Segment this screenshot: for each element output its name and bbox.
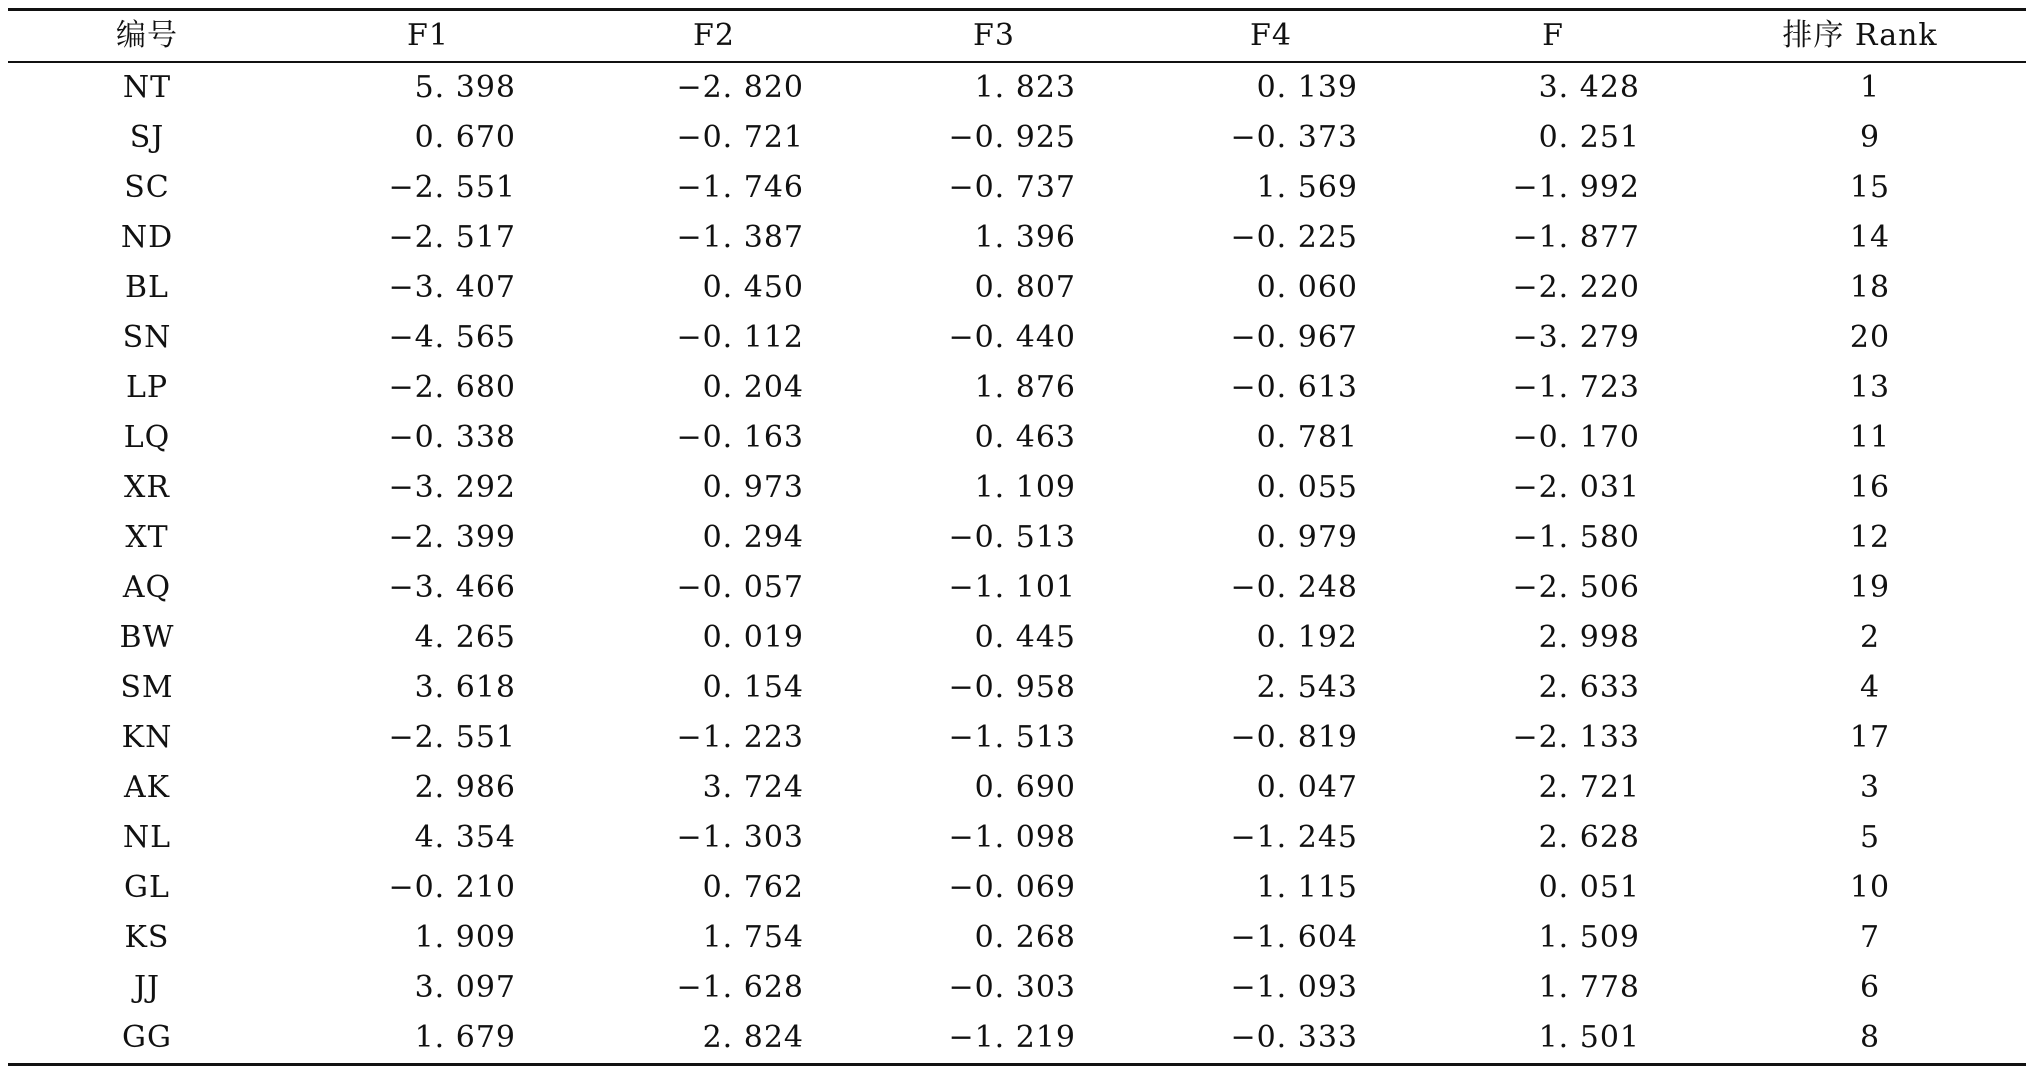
cell-f4: −0. 225 [1230, 220, 1358, 255]
cell-f2: 1. 754 [702, 920, 804, 955]
cell-f4: 0. 060 [1256, 270, 1358, 305]
table-row [8, 963, 2026, 1013]
cell-f4: −1. 245 [1230, 820, 1358, 855]
cell-f2: 0. 154 [702, 670, 804, 705]
table-row [8, 713, 2026, 763]
cell-f: 3. 428 [1538, 70, 1640, 105]
header-rank: 排序 Rank [1782, 18, 1938, 53]
table-row [8, 213, 2026, 263]
cell-rank: 10 [1849, 870, 1891, 905]
cell-f3: −0. 303 [948, 970, 1076, 1005]
cell-f3: 1. 396 [974, 220, 1076, 255]
table-row [8, 663, 2026, 713]
cell-f2: 0. 204 [702, 370, 804, 405]
table-row [8, 113, 2026, 163]
cell-f1: 0. 670 [414, 120, 516, 155]
cell-f: 0. 051 [1538, 870, 1640, 905]
cell-f2: −0. 057 [676, 570, 804, 605]
cell-f4: 0. 979 [1256, 520, 1358, 555]
table-row [8, 513, 2026, 563]
cell-rank: 9 [1859, 120, 1881, 155]
cell-rank: 18 [1849, 270, 1891, 305]
cell-f: −2. 506 [1512, 570, 1640, 605]
cell-f1: 5. 398 [414, 70, 516, 105]
table-row [8, 813, 2026, 863]
cell-id: SC [124, 170, 170, 205]
cell-f1: 3. 097 [414, 970, 516, 1005]
cell-f4: −0. 248 [1230, 570, 1358, 605]
score-table-container [8, 8, 2026, 1066]
cell-f: 1. 509 [1538, 920, 1640, 955]
cell-f: 0. 251 [1538, 120, 1640, 155]
cell-rank: 5 [1859, 820, 1881, 855]
cell-f4: 0. 047 [1256, 770, 1358, 805]
cell-rank: 1 [1859, 70, 1881, 105]
cell-f3: −1. 098 [948, 820, 1076, 855]
cell-rank: 8 [1859, 1020, 1881, 1055]
cell-f: 1. 778 [1538, 970, 1640, 1005]
cell-id: BW [119, 620, 175, 655]
cell-f: 2. 628 [1538, 820, 1640, 855]
cell-f1: 1. 679 [414, 1020, 516, 1055]
cell-f2: −2. 820 [676, 70, 804, 105]
cell-f2: −1. 387 [676, 220, 804, 255]
factor-score-table [8, 8, 2026, 1066]
cell-rank: 2 [1859, 620, 1881, 655]
header-id: 编号 [116, 18, 178, 53]
cell-f: 2. 633 [1538, 670, 1640, 705]
table-row [8, 913, 2026, 963]
cell-f4: −0. 373 [1230, 120, 1358, 155]
cell-f: −1. 723 [1512, 370, 1640, 405]
table-row [8, 413, 2026, 463]
cell-f1: 4. 354 [414, 820, 516, 855]
cell-f3: 0. 807 [974, 270, 1076, 305]
cell-id: KN [121, 720, 173, 755]
header-f1: F1 [407, 18, 449, 53]
cell-f1: −3. 466 [388, 570, 516, 605]
cell-f: −2. 220 [1512, 270, 1640, 305]
cell-rank: 7 [1859, 920, 1881, 955]
cell-id: BL [125, 270, 169, 305]
cell-id: SM [120, 670, 174, 705]
cell-f4: −0. 819 [1230, 720, 1358, 755]
header-f2: F2 [693, 18, 735, 53]
cell-id: SN [122, 320, 172, 355]
table-row [8, 463, 2026, 513]
cell-id: GG [122, 1020, 172, 1055]
cell-f2: −0. 163 [676, 420, 804, 455]
cell-f: −1. 580 [1512, 520, 1640, 555]
cell-f2: 0. 762 [702, 870, 804, 905]
cell-f: 1. 501 [1538, 1020, 1640, 1055]
cell-f: −2. 031 [1512, 470, 1640, 505]
cell-f1: 3. 618 [414, 670, 516, 705]
cell-id: KS [124, 920, 170, 955]
cell-f1: −3. 292 [388, 470, 516, 505]
header-f4: F4 [1250, 18, 1292, 53]
cell-f3: −0. 958 [948, 670, 1076, 705]
header-f: F [1542, 18, 1564, 53]
cell-f2: 3. 724 [702, 770, 804, 805]
cell-f3: −1. 101 [948, 570, 1076, 605]
cell-f1: 2. 986 [414, 770, 516, 805]
cell-f4: 0. 781 [1256, 420, 1358, 455]
cell-rank: 3 [1859, 770, 1881, 805]
cell-f3: −0. 925 [948, 120, 1076, 155]
cell-rank: 12 [1849, 520, 1891, 555]
cell-f3: 1. 109 [974, 470, 1076, 505]
cell-f1: −0. 338 [388, 420, 516, 455]
cell-f2: 2. 824 [702, 1020, 804, 1055]
table-row [8, 563, 2026, 613]
cell-f2: 0. 294 [702, 520, 804, 555]
cell-f1: −0. 210 [388, 870, 516, 905]
cell-f4: 0. 055 [1256, 470, 1358, 505]
cell-rank: 19 [1849, 570, 1891, 605]
table-row [8, 313, 2026, 363]
cell-f3: −0. 513 [948, 520, 1076, 555]
cell-rank: 11 [1849, 420, 1891, 455]
cell-f3: −0. 440 [948, 320, 1076, 355]
cell-f3: 0. 463 [974, 420, 1076, 455]
cell-f4: −1. 604 [1230, 920, 1358, 955]
table-row [8, 363, 2026, 413]
cell-f2: 0. 973 [702, 470, 804, 505]
table-row [8, 863, 2026, 913]
cell-id: ND [120, 220, 174, 255]
cell-f2: −1. 628 [676, 970, 804, 1005]
header-f3: F3 [973, 18, 1015, 53]
cell-f4: 1. 115 [1256, 870, 1358, 905]
cell-rank: 14 [1849, 220, 1891, 255]
cell-f1: −4. 565 [388, 320, 516, 355]
cell-id: AK [123, 770, 171, 805]
cell-rank: 13 [1849, 370, 1891, 405]
table-body [8, 62, 2026, 1065]
cell-f4: −0. 613 [1230, 370, 1358, 405]
cell-f1: −2. 680 [388, 370, 516, 405]
table-row [8, 613, 2026, 663]
cell-rank: 6 [1859, 970, 1881, 1005]
cell-f: −2. 133 [1512, 720, 1640, 755]
cell-id: AQ [122, 570, 172, 605]
table-row [8, 763, 2026, 813]
cell-f2: −1. 303 [676, 820, 804, 855]
cell-f3: 1. 823 [974, 70, 1076, 105]
cell-f4: 1. 569 [1256, 170, 1358, 205]
cell-f3: 0. 445 [974, 620, 1076, 655]
cell-rank: 17 [1849, 720, 1891, 755]
table-row [8, 1013, 2026, 1065]
cell-id: NL [122, 820, 172, 855]
cell-f1: 4. 265 [414, 620, 516, 655]
cell-id: LQ [123, 420, 171, 455]
cell-id: NT [122, 70, 172, 105]
cell-rank: 15 [1849, 170, 1891, 205]
cell-id: XT [125, 520, 169, 555]
cell-f1: −2. 399 [388, 520, 516, 555]
cell-rank: 16 [1849, 470, 1891, 505]
cell-f1: −2. 551 [388, 720, 516, 755]
cell-f3: −1. 513 [948, 720, 1076, 755]
cell-f4: 2. 543 [1256, 670, 1358, 705]
cell-f4: −0. 967 [1230, 320, 1358, 355]
cell-f2: −1. 746 [676, 170, 804, 205]
cell-f2: −1. 223 [676, 720, 804, 755]
cell-f2: −0. 721 [676, 120, 804, 155]
header-row [8, 10, 2026, 63]
table-row [8, 263, 2026, 313]
cell-f: −1. 877 [1512, 220, 1640, 255]
cell-f1: 1. 909 [414, 920, 516, 955]
cell-f1: −3. 407 [388, 270, 516, 305]
cell-f3: 0. 690 [974, 770, 1076, 805]
cell-rank: 4 [1859, 670, 1881, 705]
cell-id: GL [124, 870, 170, 905]
cell-id: JJ [133, 970, 161, 1005]
table-header [8, 10, 2026, 63]
cell-f3: −1. 219 [948, 1020, 1076, 1055]
cell-f: −1. 992 [1512, 170, 1640, 205]
cell-f3: −0. 737 [948, 170, 1076, 205]
table-row [8, 62, 2026, 113]
cell-id: XR [124, 470, 170, 505]
cell-f4: −1. 093 [1230, 970, 1358, 1005]
cell-f3: 0. 268 [974, 920, 1076, 955]
cell-f4: 0. 192 [1256, 620, 1358, 655]
cell-f3: −0. 069 [948, 870, 1076, 905]
cell-f: −0. 170 [1512, 420, 1640, 455]
cell-f1: −2. 517 [388, 220, 516, 255]
cell-f2: 0. 019 [702, 620, 804, 655]
cell-f1: −2. 551 [388, 170, 516, 205]
cell-f: 2. 721 [1538, 770, 1640, 805]
table-row [8, 163, 2026, 213]
cell-rank: 20 [1849, 320, 1891, 355]
cell-f2: −0. 112 [676, 320, 804, 355]
cell-id: SJ [129, 120, 165, 155]
cell-f: −3. 279 [1512, 320, 1640, 355]
cell-f2: 0. 450 [702, 270, 804, 305]
cell-f4: 0. 139 [1256, 70, 1358, 105]
cell-f3: 1. 876 [974, 370, 1076, 405]
cell-f4: −0. 333 [1230, 1020, 1358, 1055]
cell-id: LP [125, 370, 169, 405]
cell-f: 2. 998 [1538, 620, 1640, 655]
